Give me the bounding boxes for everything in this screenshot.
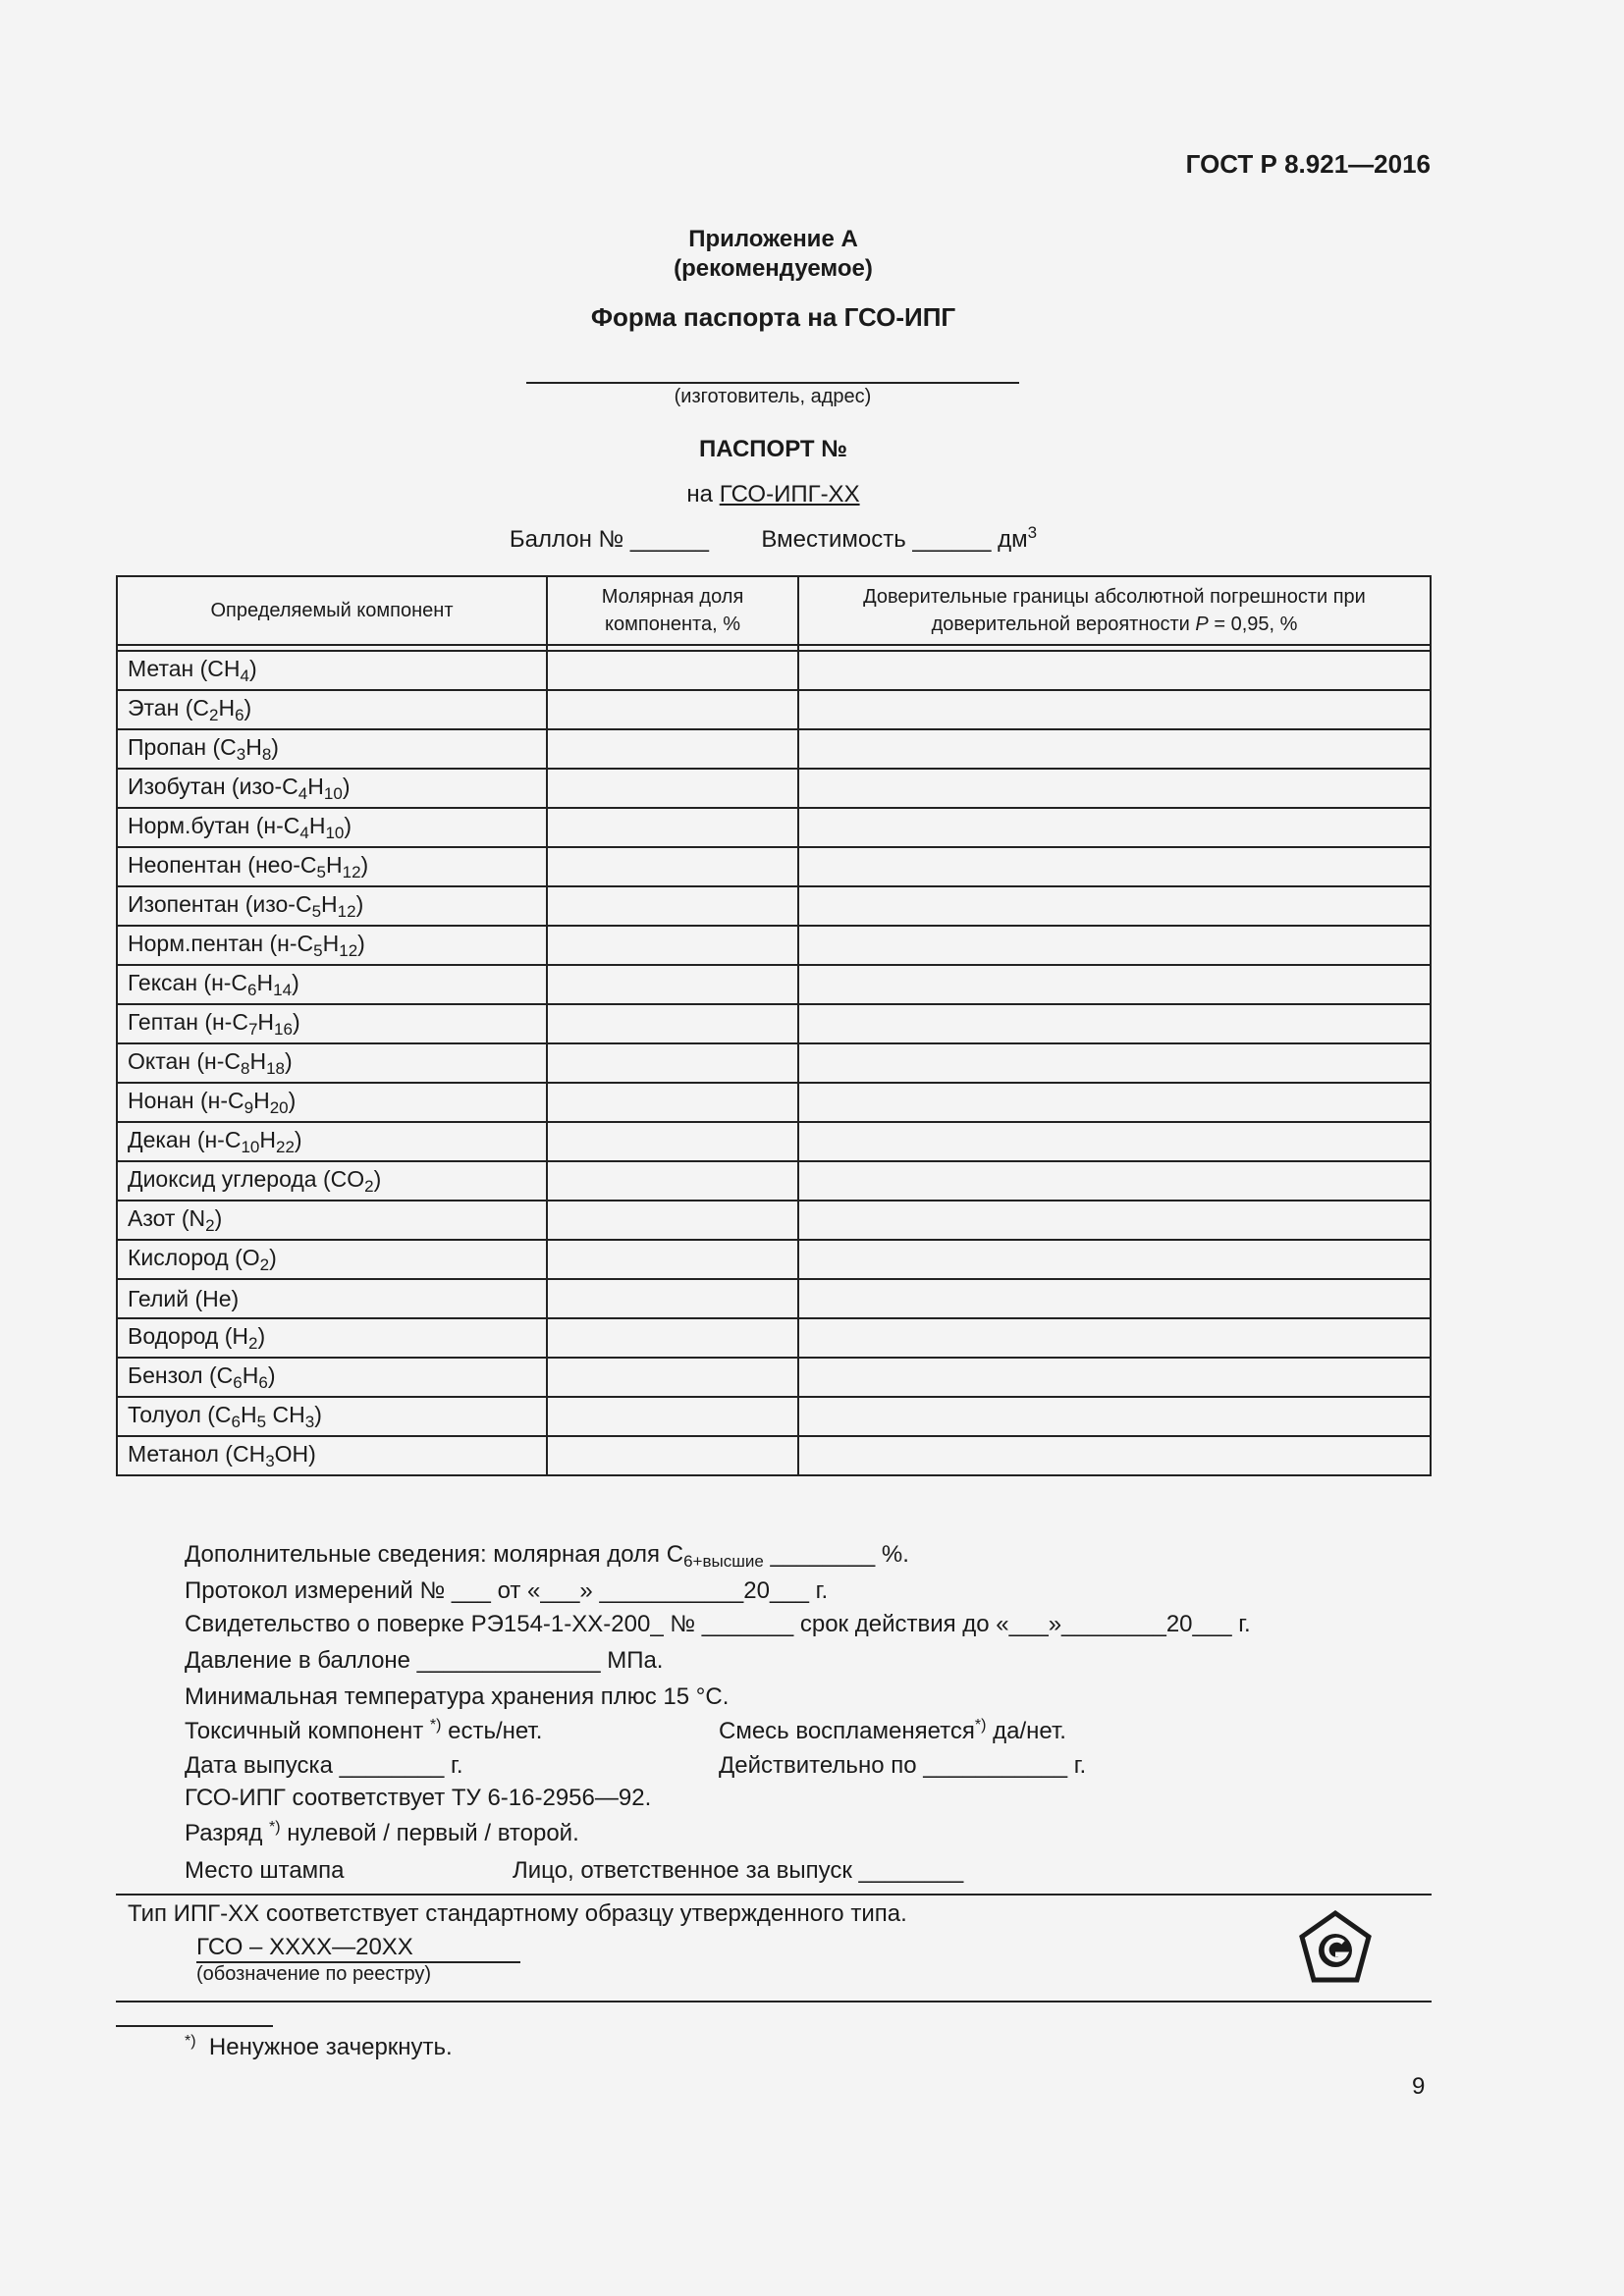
component-name-part: 8 (241, 1058, 250, 1078)
component-name-part: ) (360, 851, 369, 878)
component-name (117, 847, 547, 886)
cylinder-number: Баллон № ______ (509, 526, 710, 553)
table-row (117, 1436, 1431, 1475)
molar-fraction-cell[interactable] (547, 1043, 798, 1083)
component-name (117, 808, 547, 847)
molar-fraction-cell[interactable] (547, 1318, 798, 1358)
component-name-part: 4 (299, 823, 309, 842)
table-row (117, 1122, 1431, 1161)
header-confidence-text: Доверительные границы абсолютной погрешности при доверительной вероятности (863, 586, 1366, 635)
component-name-part: 22 (276, 1137, 295, 1156)
component-name-part: ) (355, 890, 364, 917)
molar-fraction-cell[interactable] (547, 1358, 798, 1397)
info-flammable-prefix: Смесь воспламеняется (719, 1718, 975, 1744)
confidence-bound-cell[interactable] (798, 1004, 1431, 1043)
component-name-part: H (308, 812, 326, 838)
capacity-text: Вместимость ______ дм (761, 526, 1028, 553)
header-molar-fraction: Молярная доля компонента, % (547, 576, 798, 645)
component-name (117, 1004, 547, 1043)
table-row (117, 1083, 1431, 1122)
footnote-rule (116, 2025, 273, 2027)
component-name-part: H (307, 773, 324, 799)
page-number: 9 (1412, 2073, 1426, 2100)
molar-fraction-cell[interactable] (547, 1004, 798, 1043)
component-name-part: H (245, 733, 262, 760)
component-name-part: ) (357, 930, 365, 956)
component-name-part: 4 (298, 783, 308, 803)
component-name-part: 3 (304, 1412, 315, 1431)
info-toxic-prefix: Токсичный компонент (185, 1718, 430, 1744)
component-name-part: ) (257, 1322, 266, 1349)
passport-title: ПАСПОРТ № (698, 436, 847, 462)
component-name-part: 5 (313, 940, 323, 960)
table-row (117, 1004, 1431, 1043)
confidence-bound-cell[interactable] (798, 1240, 1431, 1279)
confidence-bound-cell[interactable] (798, 808, 1431, 847)
component-name-part: Изопентан (изо-C (128, 890, 312, 917)
component-name-part: 18 (266, 1058, 286, 1078)
molar-fraction-cell[interactable] (547, 847, 798, 886)
confidence-bound-cell[interactable] (798, 729, 1431, 769)
appendix-subtitle: (рекомендуемое) (674, 255, 873, 282)
molar-fraction-cell[interactable] (547, 1279, 798, 1318)
molar-fraction-cell[interactable] (547, 965, 798, 1004)
component-name (117, 1358, 547, 1397)
component-name-part: 2 (259, 1255, 270, 1274)
appendix-title: Приложение А (688, 226, 858, 252)
component-name-part: Бензол (C (128, 1362, 234, 1388)
component-name-part: ) (292, 969, 299, 995)
confidence-bound-cell[interactable] (798, 1358, 1431, 1397)
type-block-text: Тип ИПГ-ХХ соответствует стандартному образцу утвержденного типа. (128, 1900, 907, 1927)
manufacturer-line (526, 382, 1019, 384)
confidence-bound-cell[interactable] (798, 1318, 1431, 1358)
component-name-part: Изобутан (изо-C (128, 773, 298, 799)
capacity-sup: 3 (1027, 523, 1038, 542)
component-name-part: 12 (337, 901, 356, 921)
manufacturer-caption: (изготовитель, адрес) (674, 386, 872, 407)
component-name (117, 1083, 547, 1122)
molar-fraction-cell[interactable] (547, 1240, 798, 1279)
component-name-part: H (249, 1047, 267, 1074)
component-name-part: Декан (н-C (128, 1126, 242, 1152)
component-name-part: ) (214, 1204, 223, 1231)
info-extra-sub: 6+высшие (683, 1552, 764, 1571)
component-name-part: 3 (265, 1451, 275, 1470)
table-body (117, 645, 1431, 1475)
molar-fraction-cell[interactable] (547, 808, 798, 847)
component-name-part: OH) (274, 1440, 316, 1467)
component-name-part: H (257, 1008, 275, 1035)
passport-for-value: ГСО-ИПГ-ХХ (719, 481, 860, 507)
component-name-part: ) (373, 1165, 382, 1192)
component-name-part: 2 (364, 1176, 374, 1196)
component-name-part: ) (344, 812, 352, 838)
component-name-part: H (253, 1087, 270, 1113)
component-name-part: 9 (244, 1097, 254, 1117)
cylinder-capacity (761, 523, 1038, 553)
component-name-part: 6 (235, 705, 244, 724)
molar-fraction-cell[interactable] (547, 1397, 798, 1436)
table-row (117, 808, 1431, 847)
molar-fraction-cell[interactable] (547, 1083, 798, 1122)
info-flammable-tail: да/нет. (986, 1718, 1066, 1744)
component-name-part: Октан (н-C (128, 1047, 241, 1074)
component-name-part: H (242, 1362, 259, 1388)
component-name-part: 2 (205, 1215, 215, 1235)
component-name-part: 2 (248, 1333, 258, 1353)
molar-fraction-cell[interactable] (547, 769, 798, 808)
component-name-part: ) (269, 1244, 277, 1270)
form-title: Форма паспорта на ГСО-ИПГ (590, 302, 956, 332)
info-extra-prefix: Дополнительные сведения: молярная доля C (185, 1541, 684, 1568)
info-flammable (719, 1717, 1066, 1745)
component-name (117, 1240, 547, 1279)
molar-fraction-cell[interactable] (547, 729, 798, 769)
table-row (117, 965, 1431, 1004)
type-block-top-rule (116, 1894, 1432, 1896)
component-name-part: Гептан (н-C (128, 1008, 248, 1035)
component-name-part: Азот (N (128, 1204, 206, 1231)
component-name (117, 1436, 547, 1475)
component-name-part: H (241, 1401, 257, 1427)
info-conformity: ГСО-ИПГ соответствует ТУ 6-16-2956—92. (185, 1785, 652, 1811)
confidence-bound-cell[interactable] (798, 1043, 1431, 1083)
info-grade-tail: нулевой / первый / второй. (280, 1820, 579, 1846)
confidence-bound-cell[interactable] (798, 769, 1431, 808)
info-extra-tail: ________ %. (770, 1541, 909, 1568)
footnote-text: Ненужное зачеркнуть. (208, 2034, 453, 2060)
table-row (117, 1201, 1431, 1240)
component-name (117, 1279, 547, 1318)
component-name (117, 1122, 547, 1161)
components-table (116, 575, 1432, 1476)
component-name (117, 1318, 547, 1358)
header-component: Определяемый компонент (117, 576, 547, 645)
info-valid-until: Действительно по ___________ г. (719, 1752, 1087, 1779)
component-name (117, 1397, 547, 1436)
confidence-bound-cell[interactable] (798, 926, 1431, 965)
component-name (117, 1161, 547, 1201)
gost-conformity-mark-icon (1296, 1909, 1375, 1988)
component-name-part: Норм.бутан (н-C (128, 812, 300, 838)
component-name-part: 2 (208, 705, 219, 724)
table-row (117, 769, 1431, 808)
confidence-bound-cell[interactable] (798, 965, 1431, 1004)
table-row (117, 729, 1431, 769)
component-name-part: 12 (339, 940, 358, 960)
component-name-part: H (259, 1126, 276, 1152)
component-name-part: 6 (247, 980, 257, 999)
confidence-bound-cell[interactable] (798, 1201, 1431, 1240)
header-p-value: = 0,95, % (1214, 614, 1298, 635)
component-name (117, 690, 547, 729)
molar-fraction-cell[interactable] (547, 886, 798, 926)
component-name-part: 10 (325, 823, 345, 842)
component-name-part: ) (342, 773, 351, 799)
component-name-part: ) (292, 1008, 300, 1035)
confidence-bound-cell[interactable] (798, 690, 1431, 729)
component-name-part: Толуол (C (128, 1401, 232, 1427)
component-name-part: 10 (323, 783, 343, 803)
component-name-part: 16 (274, 1019, 293, 1039)
info-temperature: Минимальная температура хранения плюс 15 °С. (185, 1683, 730, 1710)
table-row (117, 1358, 1431, 1397)
info-toxic (185, 1717, 542, 1745)
component-name-part: ) (248, 655, 257, 681)
component-name (117, 1201, 547, 1240)
component-name-part: 20 (269, 1097, 289, 1117)
component-name-part: Этан (C (128, 694, 209, 721)
info-pressure: Давление в баллоне ______________ МПа. (185, 1647, 664, 1674)
info-flammable-mark: *) (974, 1717, 987, 1734)
component-name-part: Метан (CH (128, 655, 241, 681)
confidence-bound-cell[interactable] (798, 1122, 1431, 1161)
component-name-part: 6 (258, 1372, 268, 1392)
component-name-part: Метанол (CH (128, 1440, 266, 1467)
info-issue-date: Дата выпуска ________ г. (185, 1752, 463, 1779)
component-name-part: H (218, 694, 236, 721)
info-toxic-mark: *) (429, 1717, 442, 1734)
component-name-part: ) (314, 1401, 322, 1427)
table-row (117, 1240, 1431, 1279)
component-name-part: 8 (261, 744, 272, 764)
info-toxic-tail: есть/нет. (441, 1718, 543, 1744)
header-p-symbol: P (1195, 614, 1209, 635)
component-name-part: Нонан (н-C (128, 1087, 244, 1113)
component-name-part: H (325, 851, 343, 878)
confidence-bound-cell[interactable] (798, 1161, 1431, 1201)
component-name-part: 5 (316, 862, 326, 881)
component-name-part: Норм.пентан (н-C (128, 930, 314, 956)
table-row (117, 651, 1431, 690)
component-name-part: 10 (241, 1137, 260, 1156)
confidence-bound-cell[interactable] (798, 847, 1431, 886)
info-protocol: Протокол измерений № ___ от «___» ___________20___ г. (185, 1577, 829, 1604)
info-responsible: Лицо, ответственное за выпуск ________ (513, 1857, 964, 1884)
standard-designation: ГОСТ Р 8.921—2016 (1185, 149, 1431, 179)
component-name (117, 769, 547, 808)
molar-fraction-cell[interactable] (547, 1436, 798, 1475)
type-block-bottom-rule (116, 2001, 1432, 2002)
component-name-part: Гелий (He) (128, 1285, 240, 1311)
confidence-bound-cell[interactable] (798, 1397, 1431, 1436)
component-name-part: 12 (342, 862, 361, 881)
component-name-part: CH (266, 1401, 305, 1427)
info-grade-prefix: Разряд (185, 1820, 270, 1846)
component-name-part: Диоксид углерода (CO (128, 1165, 365, 1192)
component-name-part: 5 (256, 1412, 267, 1431)
molar-fraction-cell[interactable] (547, 1201, 798, 1240)
info-stamp: Место штампа (185, 1857, 345, 1884)
passport-for (0, 481, 1546, 508)
table-row (117, 1279, 1431, 1318)
component-name (117, 1043, 547, 1083)
registry-designation: ГСО – ХХХХ—20ХХ (196, 1934, 520, 1963)
molar-fraction-cell[interactable] (547, 1122, 798, 1161)
component-name-part: ) (285, 1047, 293, 1074)
table-row (117, 926, 1431, 965)
component-name-part: ) (294, 1126, 302, 1152)
component-name-part: 14 (273, 980, 293, 999)
info-extra (185, 1541, 909, 1572)
confidence-bound-cell[interactable] (798, 1083, 1431, 1122)
component-name-part: Неопентан (нео-C (128, 851, 317, 878)
table-row (117, 1397, 1431, 1436)
component-name (117, 886, 547, 926)
component-name-part: Гексан (н-C (128, 969, 248, 995)
component-name-part: ) (267, 1362, 276, 1388)
info-grade (185, 1819, 579, 1847)
component-name-part: H (321, 890, 338, 917)
info-grade-mark: *) (269, 1819, 281, 1836)
component-name-part: 5 (311, 901, 322, 921)
molar-fraction-cell[interactable] (547, 690, 798, 729)
table-row (117, 1318, 1431, 1358)
info-certificate: Свидетельство о поверке РЭ154-1-ХХ-200_ № _______ срок действия до «___»________20___ г. (185, 1611, 1251, 1637)
molar-fraction-cell[interactable] (547, 651, 798, 690)
table-row (117, 1043, 1431, 1083)
header-confidence-bounds (798, 576, 1431, 645)
component-name-part: H (256, 969, 274, 995)
table-row (117, 886, 1431, 926)
registry-caption: (обозначение по реестру) (196, 1963, 432, 1985)
component-name (117, 965, 547, 1004)
confidence-bound-cell[interactable] (798, 886, 1431, 926)
table-row (117, 1161, 1431, 1201)
table-row (117, 847, 1431, 886)
footnote-mark: *) (185, 2033, 196, 2050)
component-name (117, 729, 547, 769)
confidence-bound-cell[interactable] (798, 651, 1431, 690)
footnote (185, 2033, 453, 2061)
component-name (117, 651, 547, 690)
component-name-part: ) (244, 694, 252, 721)
component-name-part: 3 (236, 744, 246, 764)
component-name-part: Пропан (C (128, 733, 237, 760)
component-name-part: ) (288, 1087, 297, 1113)
table-row (117, 690, 1431, 729)
cylinder-line (0, 523, 1546, 554)
molar-fraction-cell[interactable] (547, 1161, 798, 1201)
component-name (117, 926, 547, 965)
confidence-bound-cell[interactable] (798, 1279, 1431, 1318)
component-name-part: Кислород (O (128, 1244, 260, 1270)
confidence-bound-cell[interactable] (798, 1436, 1431, 1475)
component-name-part: 4 (240, 666, 249, 685)
component-name-part: ) (271, 733, 279, 760)
component-name-part: 6 (233, 1372, 243, 1392)
molar-fraction-cell[interactable] (547, 926, 798, 965)
component-name-part: 7 (247, 1019, 258, 1039)
component-name-part: 6 (231, 1412, 242, 1431)
component-name-part: Водород (H (128, 1322, 248, 1349)
component-name-part: H (322, 930, 340, 956)
passport-for-prefix: на (686, 481, 714, 507)
